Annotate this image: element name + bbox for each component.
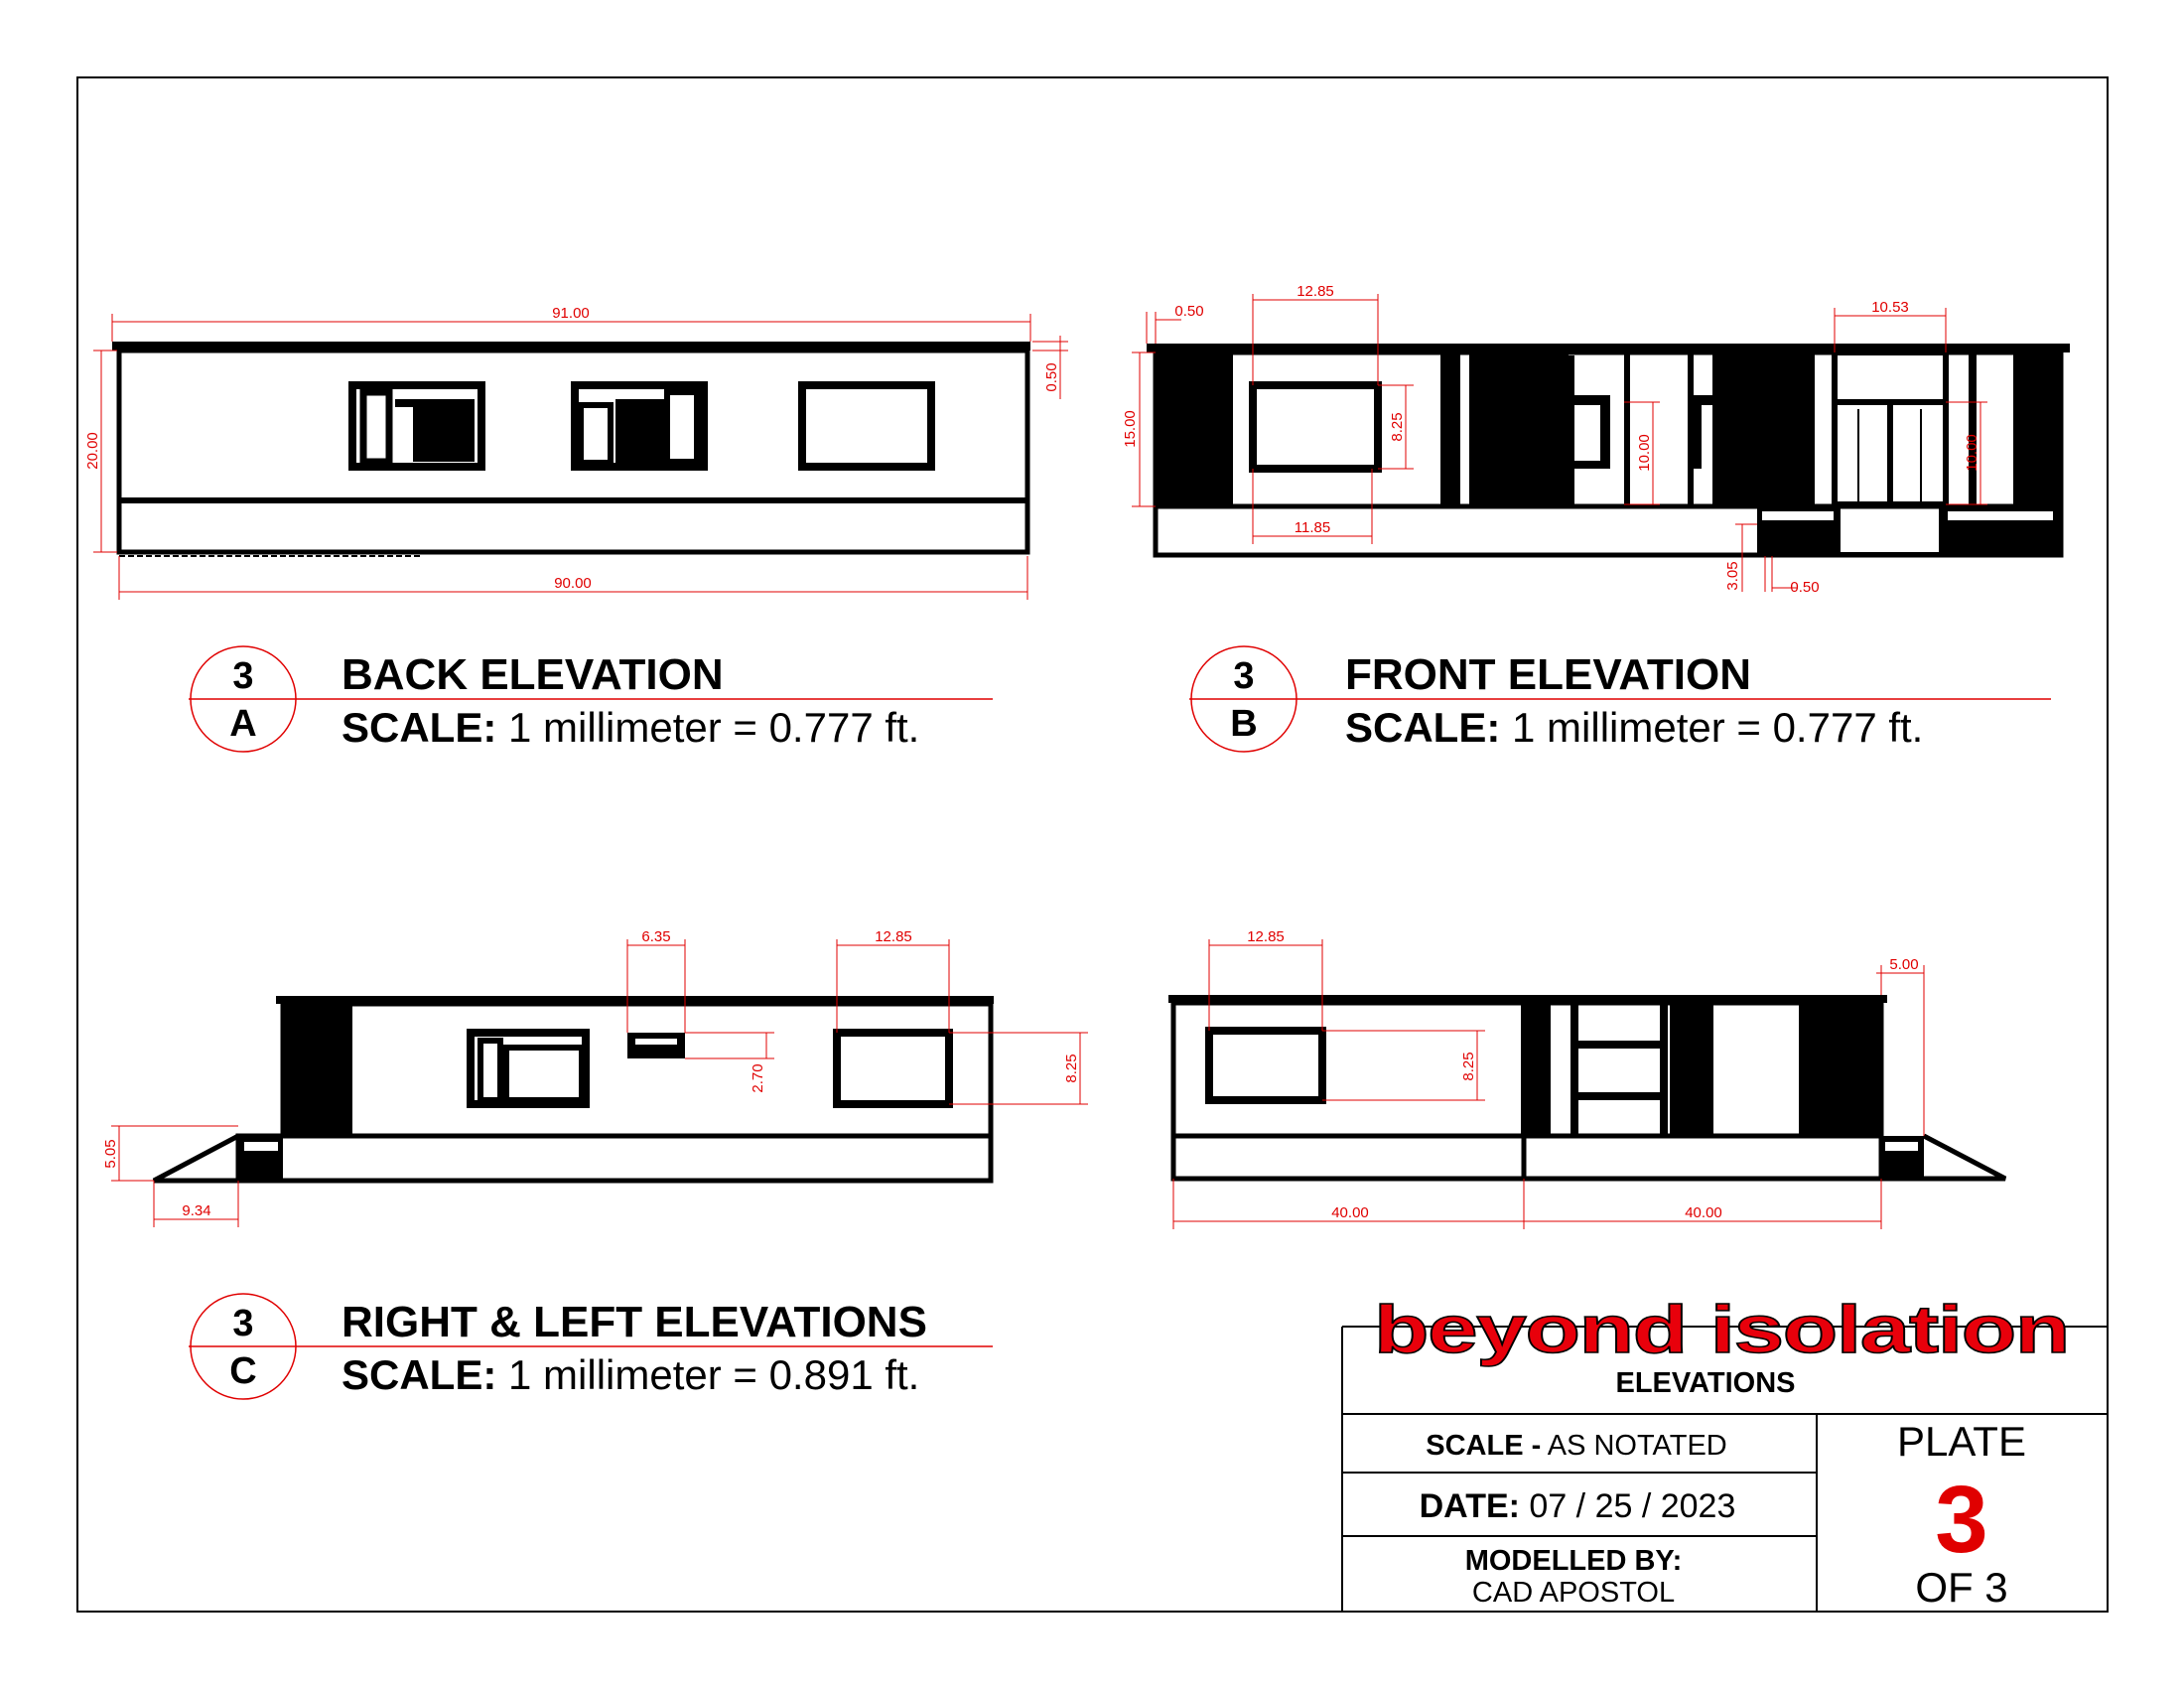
front-dim-window-width-top: 12.85 (1297, 283, 1334, 300)
front-elevation-drawing (1147, 344, 2070, 555)
front-dim-window-height: 8.25 (1389, 412, 1406, 442)
front-dim-door-height-a: 10.00 (1636, 434, 1653, 472)
front-elevation-title: FRONT ELEVATION (1345, 650, 1752, 699)
front-dim-wall-height: 15.00 (1122, 410, 1139, 448)
front-elevation-scale: SCALE: 1 millimeter = 0.777 ft. (1345, 704, 1924, 751)
logo-wordmark: beyond isolation (1374, 1292, 2069, 1367)
sides-elevation-scale: SCALE: 1 millimeter = 0.891 ft. (341, 1351, 920, 1398)
left-elevation-drawing (1168, 995, 2005, 1179)
scale-row: SCALE - AS NOTATED (1426, 1430, 1727, 1462)
right-dim-window-width: 12.85 (875, 928, 912, 945)
left-dim-window-height: 8.25 (1460, 1052, 1477, 1081)
plate-of: OF 3 (1915, 1564, 2008, 1611)
date-row: DATE: 07 / 25 / 2023 (1419, 1487, 1736, 1525)
tag-3a-letter: A (229, 703, 257, 745)
modelled-by-value: CAD APOSTOL (1471, 1577, 1676, 1609)
left-dim-half-b: 40.00 (1685, 1204, 1722, 1221)
front-dim-step-height: 3.05 (1724, 561, 1741, 591)
back-dim-overall-top: 91.00 (552, 305, 590, 322)
plate-number: 3 (1935, 1467, 1988, 1573)
modelled-by-label: MODELLED BY: (1464, 1545, 1683, 1577)
right-dim-ramp-height: 5.05 (102, 1139, 119, 1169)
back-elevation-title: BACK ELEVATION (341, 650, 724, 699)
front-dim-door-width: 10.53 (1871, 299, 1909, 316)
tag-3b-number: 3 (1233, 655, 1255, 697)
left-dim-window-width: 12.85 (1247, 928, 1285, 945)
right-dim-vent-width: 6.35 (641, 928, 671, 945)
back-dim-height: 20.00 (84, 432, 101, 470)
right-dim-window-height: 8.25 (1063, 1054, 1080, 1083)
tag-3a-number: 3 (232, 655, 254, 697)
right-elevation-drawing (154, 996, 994, 1181)
right-dim-vent-height: 2.70 (750, 1063, 766, 1093)
tag-3c-number: 3 (232, 1303, 254, 1344)
tag-3b-letter: B (1230, 703, 1258, 745)
front-dim-window-width-bottom: 11.85 (1294, 519, 1331, 536)
sides-elevation-title: RIGHT & LEFT ELEVATIONS (341, 1298, 927, 1346)
plate-label: PLATE (1897, 1418, 2026, 1465)
back-elevation-scale: SCALE: 1 millimeter = 0.777 ft. (341, 704, 920, 751)
right-dim-ramp-length: 9.34 (182, 1202, 211, 1219)
back-dim-roof: 0.50 (1043, 362, 1060, 392)
back-elevation-drawing (112, 342, 1030, 556)
front-dim-door-height-b: 10.00 (1964, 434, 1980, 472)
tag-3c-letter: C (229, 1350, 257, 1392)
back-dim-overall-bottom: 90.00 (554, 575, 592, 592)
left-dim-overhang: 5.00 (1889, 956, 1919, 973)
right-elevation-dimensions (111, 939, 1088, 1227)
sheet-title: ELEVATIONS (1615, 1367, 1796, 1399)
front-dim-step-offset: 0.50 (1790, 579, 1820, 596)
left-dim-half-a: 40.00 (1331, 1204, 1369, 1221)
front-dim-overhang: 0.50 (1174, 303, 1204, 320)
